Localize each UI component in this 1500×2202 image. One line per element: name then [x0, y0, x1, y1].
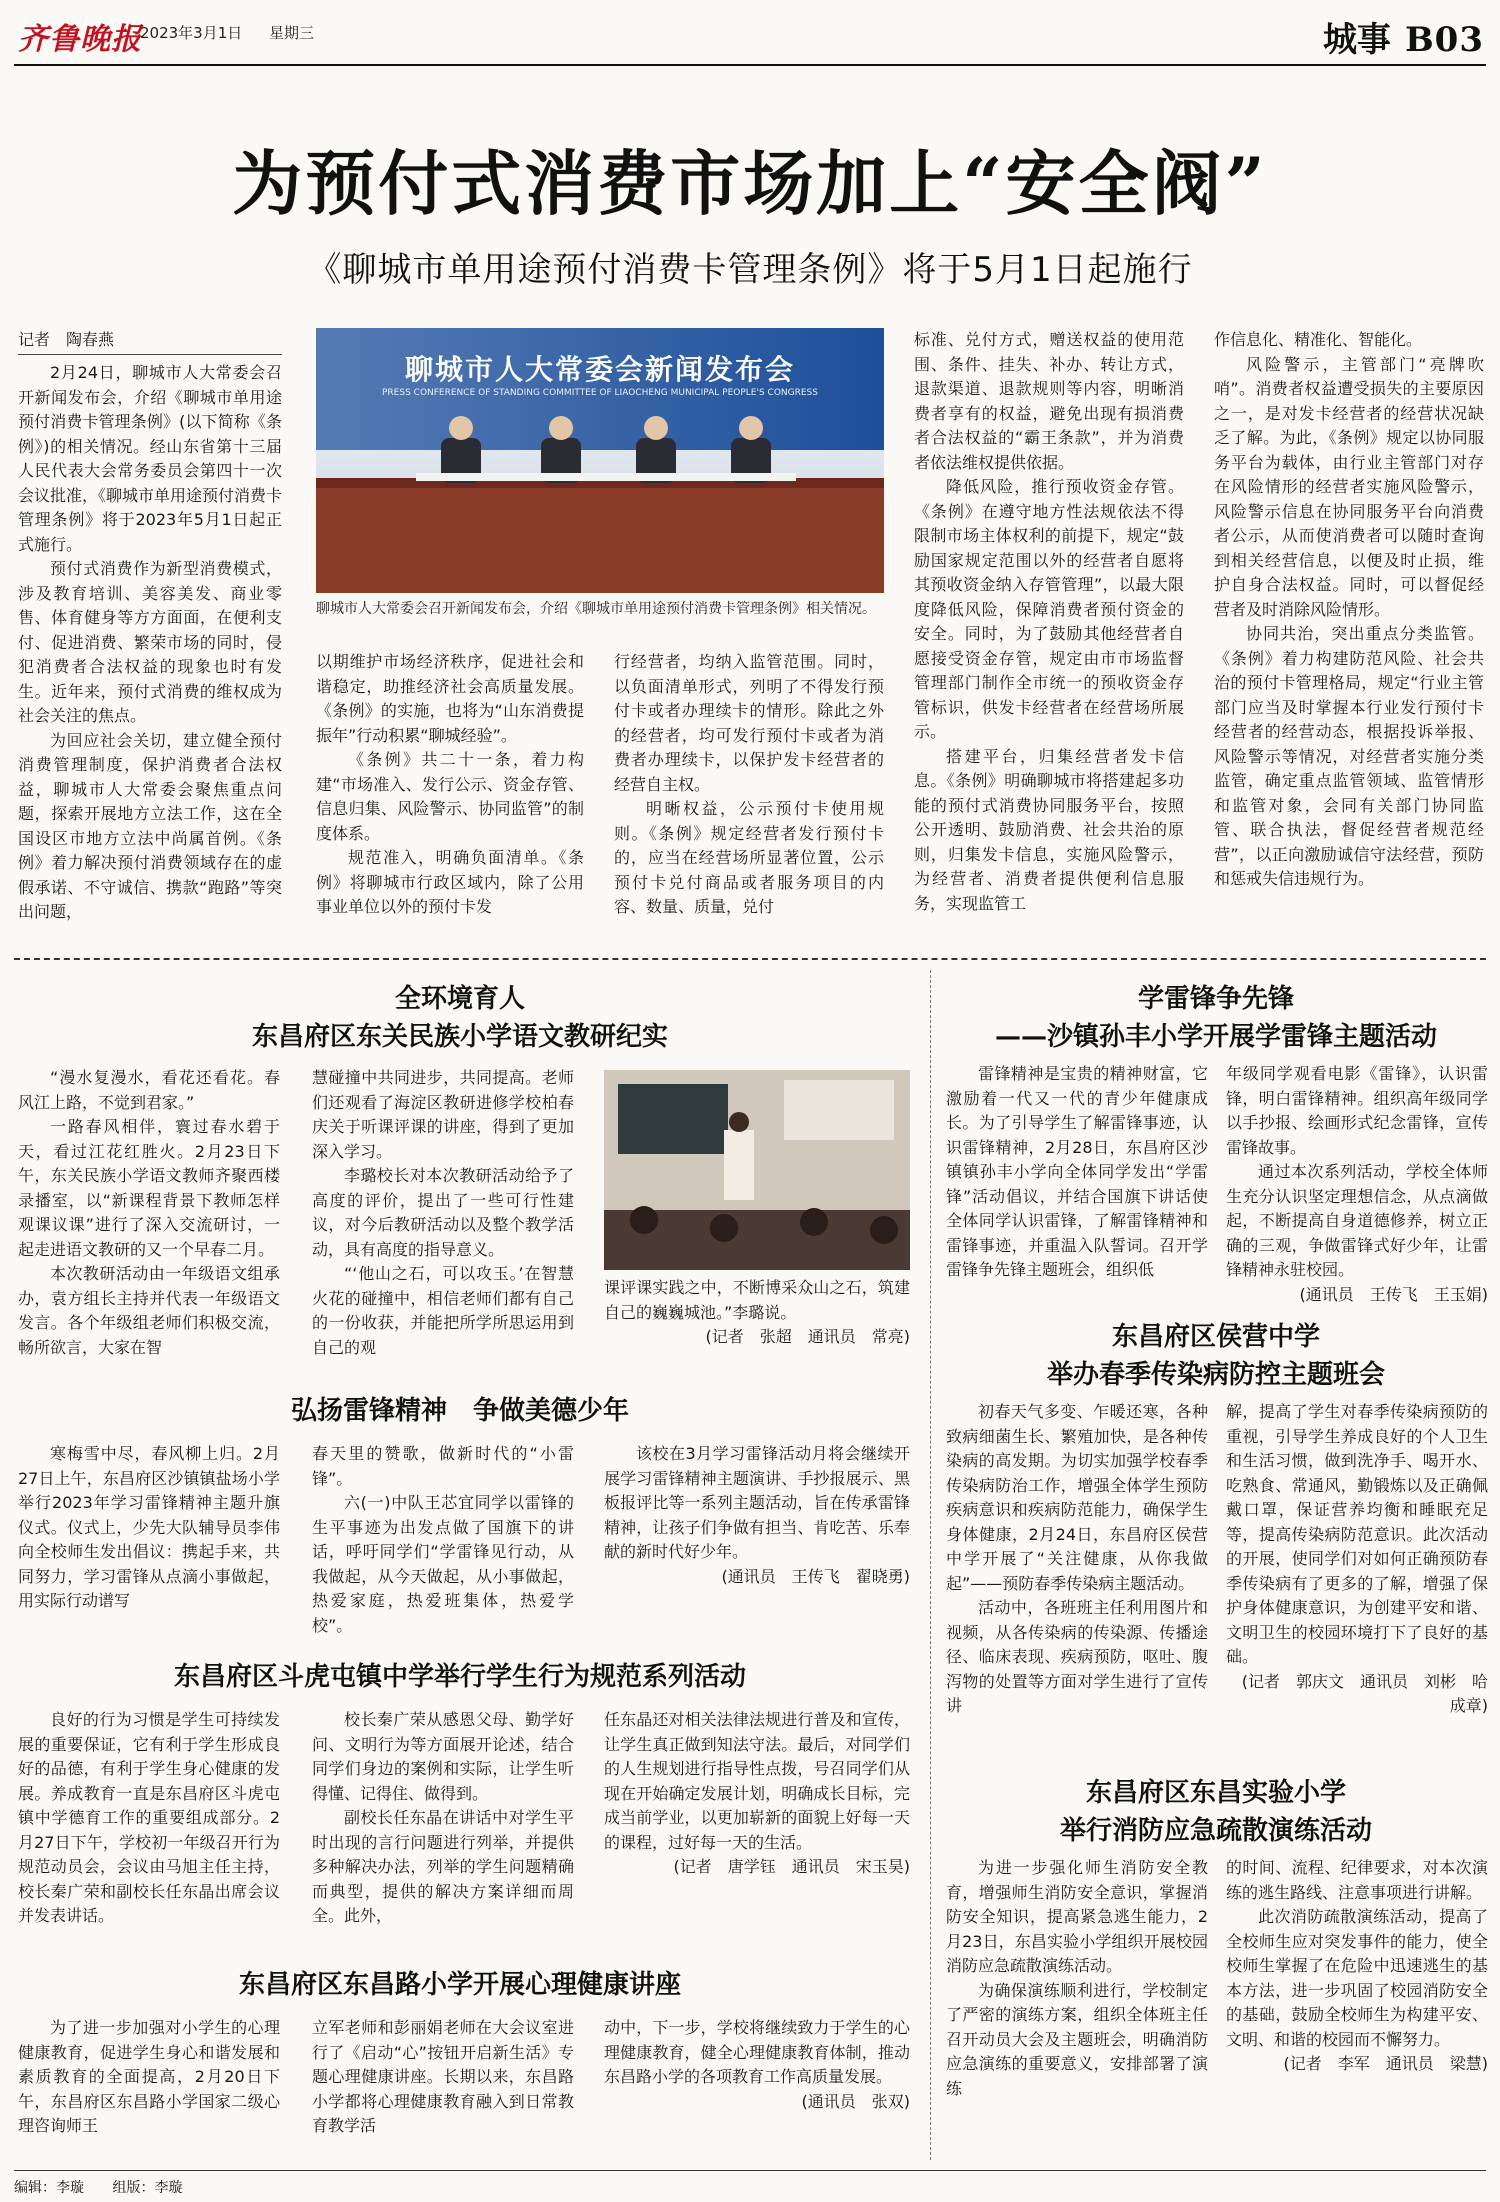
article-d-title: 东昌府区东昌路小学开展心理健康讲座 [238, 1970, 681, 2000]
article-d-column-3 [604, 2016, 910, 2164]
lead-photo-caption: 聊城市人大常委会召开新闻发布会，介绍《聊城市单用途预付消费卡管理条例》相关情况。 [316, 601, 876, 617]
lead-column-5 [1214, 328, 1484, 958]
lead-byline: 记者 陶春燕 [18, 328, 282, 355]
paragraph: 本次教研活动由一年级语文组承办，袁方组长主持并代表一年级语文发言。各个年级组老师们积极交流，畅所欲言，大家在智 [18, 1264, 280, 1357]
paragraph: 规范准入，明确负面清单。《条例》将聊城市行政区域内，除了公用事业单位以外的预付卡发 [316, 848, 584, 916]
article-title-line: 举办春季传染病防控主题班会 [1046, 1360, 1385, 1390]
article-title-line: 东昌府区侯营中学 [1111, 1322, 1320, 1352]
paragraph: 春天里的赞歌，做新时代的“小雷锋”。 [312, 1444, 574, 1488]
page-number: B03 [1404, 20, 1484, 60]
article-a-column-2 [312, 1066, 574, 1378]
article-a-column-1 [18, 1066, 280, 1378]
classroom-image [604, 1070, 910, 1270]
article-credit: (记者 张超 通讯员 常亮) [705, 1327, 910, 1346]
paragraph: 课评课实践之中，不断博采众山之石，筑建自己的巍巍城池。”李璐说。 [604, 1278, 910, 1322]
article-d-column-1 [18, 2016, 280, 2164]
paper-name-logo: 齐鲁晚报 [18, 22, 142, 57]
article-credit: (通讯员 王传飞 王玉娟) [1299, 1284, 1488, 1304]
photo-banner-title: 聊城市人大常委会新闻发布会 [404, 353, 795, 386]
paragraph: 行经营者，均纳入监管范围。同时，以负面清单形式，列明了不得发行预付卡或者办理续卡的情形。除此之外的经营者，均可发行预付卡或者为消费者办理续卡，以保护发卡经营者的经营自主权。 [614, 652, 884, 794]
page-footer [14, 2170, 1486, 2197]
paragraph: 为确保演练顺利进行，学校制定了严密的演练方案，组织全体班主任召开动员大会及主题班会，明确消防应急演练的重要意义，安排部署了演练 [946, 1980, 1208, 2098]
lead-column-2 [316, 650, 584, 958]
article-credit: (记者 李军 通讯员 梁慧) [1283, 2054, 1488, 2073]
paragraph: 良好的行为习惯是学生可持续发展的重要保证，它有利于学生形成良好的品德，有利于学生身心健康的发展。养成教育一直是东昌府区斗虎屯镇中学德育工作的重要组成部分。2月27日下午，学校初一年级召开行为规范动员会，会议由马旭主任主持，校长秦广荣和副校长任东晶出席会议并发表讲话。 [18, 1710, 280, 1925]
paragraph: 一路春风相伴，寰过春水碧于天，看过江花红胜火。2月23日下午，东关民族小学语文教师齐聚西楼录播室，以“新课程背景下教师怎样观课议课”进行了深入交流研讨，一起走进语文教研的又一个早春二月。 [18, 1117, 280, 1259]
article-e-column-2 [1226, 1062, 1488, 1310]
paragraph: 该校在3月学习雷锋活动月将会继续开展学习雷锋精神主题演讲、手抄报展示、黑板报评比等一系列主题活动，旨在传承雷锋精神，让孩子们争做有担当、肯吃苦、乐奉献的新时代好少年。 [604, 1444, 910, 1561]
paragraph: 李璐校长对本次教研活动给予了高度的评价，提出了一些可行性建议，对今后教研活动以及整个教学活动，具有高度的指导意义。 [312, 1166, 574, 1259]
lead-subhead: 《聊城市单用途预付消费卡管理条例》将于5月1日起施行 [307, 250, 1193, 290]
paragraph: “漫水复漫水，看花还看花。春风江上路，不觉到君家。” [18, 1068, 280, 1112]
paragraph: 降低风险，推行预收资金存管。《条例》在遵守地方性法规依法不得限制市场主体权利的前提下，规定“鼓励国家规定范围以外的经营者自愿将其预收资金纳入存管管理”，以最大限度降低风险，保障消费者预付资金的安全。同时，为了鼓励其他经营者自愿接受资金存管，规定由市市场监督管理部门制作全市统一的预收资金存管标识，供发卡经营者在经营场所展示。 [914, 477, 1184, 741]
paragraph: 标准、兑付方式，赠送权益的使用范围、条件、挂失、补办、转让方式，退款渠道、退款规则等内容，明晰消费者享有的权益，避免出现有损消费者合法权益的“霸王条款”，并为消费者依法维权提供依据。 [914, 330, 1184, 472]
paragraph: 明晰权益，公示预付卡使用规则。《条例》规定经营者发行预付卡的，应当在经营场所显著位置，公示预付卡兑付商品或者服务项目的内容、数量、质量，兑付 [614, 799, 884, 916]
article-f-column-2 [1226, 1400, 1488, 1772]
article-b-column-3 [604, 1442, 910, 1642]
paragraph: 以期维护市场经济秩序，促进社会和谐稳定，助推经济社会高质量发展。《条例》的实施，也将为“山东消费提振年”行动积累“聊城经验”。 [316, 652, 584, 745]
paragraph: 此次消防疏散演练活动，提高了全校师生应对突发事件的能力，使全校师生掌握了在危险中迅速逃生的基本方法，进一步巩固了校园消防安全的基础，鼓励全校师生为构建平安、文明、和谐的校园而不懈努力。 [1226, 1907, 1488, 2049]
paragraph: 协同共治，突出重点分类监管。《条例》着力构建防范风险、社会共治的预付卡管理格局，规定“行业主管部门应当及时掌握本行业发行预付卡经营者的经营动态，根据投诉举报、风险警示等情况，对经营者实施分类监管，确定重点监管领域、监管情形和监管对象，会同有关部门协同监管、联合执法，督促经营者规范经营”，以正向激励诚信守法经营，预防和惩戒失信违规行为。 [1214, 624, 1484, 888]
paragraph: “‘他山之石，可以攻玉。’在智慧火花的碰撞中，相信老师们都有自己的一份收获，并能把所学所思运用到自己的观 [312, 1264, 574, 1357]
article-a-photo [604, 1070, 910, 1270]
article-d-column-2 [312, 2016, 574, 2164]
layout-credit: 组版：李璇 [112, 2180, 183, 2196]
article-b-column-1 [18, 1442, 280, 1642]
lead-column-1 [18, 328, 282, 958]
article-title-line: 举行消防应急疏散演练活动 [1059, 1816, 1372, 1846]
paragraph: 为了进一步加强对小学生的心理健康教育，促进学生身心和谐发展和素质教育的全面提高，2月20日下午，东昌府区东昌路小学国家二级心理咨询师王 [18, 2018, 280, 2135]
paragraph: 六(一)中队王芯宜同学以雷锋的生平事迹为出发点做了国旗下的讲话，呼吁同学们“学雷锋见行动，从我做起，从今天做起，从小事做起，热爱家庭，热爱班集体，热爱学校”。 [312, 1493, 574, 1635]
section-label [1323, 12, 1484, 61]
editor-credit: 编辑：李璇 [14, 2180, 84, 2196]
article-c-column-2 [312, 1708, 574, 1952]
issue-weekday: 星期三 [269, 24, 315, 42]
paragraph: 解，提高了学生对春季传染病预防的重视，引导学生养成良好的个人卫生和生活习惯，做到洗净手、喝开水、吃熟食、常通风，勤锻炼以及正确佩戴口罩，保证营养均衡和睡眠充足等，提高传染病防范意识。此次活动的开展，使同学们对如何正确预防春季传染病有了更多的了解，增强了保护身体健康意识，为创建平安和谐、文明卫生的校园环境打下了良好的基础。 [1226, 1402, 1488, 1666]
paragraph: 为回应社会关切，建立健全预付消费管理制度，保护消费者合法权益，聊城市人大常委会聚焦重点问题，探索开展地方立法工作，这在全国设区市地方立法中尚属首例。《条例》着力解决预付消费领域存在的虚假承诺、不守诚信、携款“跑路”等突出问题， [18, 730, 282, 921]
photo-banner-subtitle: PRESS CONFERENCE OF STANDING COMMITTEE OF LIAOCHENG MUNICIPAL PEOPLE'S CONGRESS [382, 388, 818, 398]
paragraph: 慧碰撞中共同进步，共同提高。老师们还观看了海淀区教研进修学校柏春庆关于听课评课的讲座，得到了更加深入学习。 [312, 1068, 574, 1161]
paragraph: 的时间、流程、纪律要求，对本次演练的逃生路线、注意事项进行讲解。 [1226, 1858, 1488, 1902]
section-name: 城事 [1322, 20, 1391, 60]
article-f-column-1 [946, 1400, 1208, 1772]
paragraph: 《条例》共二十一条，着力构建“市场准入、发行公示、资金存管、信息归集、风险警示、协同监管”的制度体系。 [316, 750, 584, 843]
article-credit: (记者 郭庆文 通讯员 刘彬 哈成章) [1241, 1671, 1488, 1715]
article-g-column-1 [946, 1856, 1208, 2166]
article-e-column-1 [946, 1062, 1208, 1310]
article-credit: (通讯员 张双) [801, 2091, 910, 2111]
paragraph: 动中，下一步，学校将继续致力于学生的心理健康教育，健全心理健康教育体制，推动东昌路小学的各项教育工作高质量发展。 [604, 2018, 910, 2086]
article-credit: (通讯员 王传飞 翟晓勇) [721, 1566, 910, 1586]
article-title-line: ——沙镇孙丰小学开展学雷锋主题活动 [994, 1022, 1437, 1052]
paragraph: 搭建平台，归集经营者发卡信息。《条例》明确聊城市将搭建起多功能的预付式消费协同服务平台，按照公开透明、鼓励消费、社会共治的原则，归集发卡信息，实施风险警示，为经营者、消费者提供便利信息服务，实现监管工 [914, 746, 1184, 913]
article-title-line: 全环境育人 [394, 984, 525, 1014]
article-title-line: 学雷锋争先锋 [1137, 984, 1294, 1014]
issue-date: 2023年3月1日 [140, 24, 243, 42]
column-divider [930, 970, 931, 2160]
masthead-meta [140, 22, 336, 43]
article-f-title [946, 1318, 1486, 1394]
article-g-title [946, 1774, 1486, 1850]
paragraph: 寒梅雪中尽，春风柳上归。2月27日上午，东昌府区沙镇镇盐场小学举行2023年学习雷锋精神主题升旗仪式。仪式上，少先大队辅导员李伟向全校师生发出倡议：携起手来，共同努力，学习雷锋从点滴小事做起，用实际行动谱写 [18, 1444, 280, 1610]
paragraph: 活动中，各班班主任利用图片和视频，从各传染病的传染源、传播途径、临床表现、疾病预防，呕吐、腹泻物的处置等方面对学生进行了宣传讲 [946, 1598, 1208, 1715]
paragraph: 雷锋精神是宝贵的精神财富，它激励着一代又一代的青少年健康成长。为了引导学生了解雷锋事迹，认识雷锋精神，2月28日，东昌府区沙镇镇孙丰小学向全体同学发出“学雷锋”活动倡议，并结合国旗下讲话使全体同学认识雷锋，了解雷锋精神和雷锋事迹，并重温入队誓词。召开学雷锋争先锋主题班会，组织低 [946, 1064, 1208, 1279]
article-title-line: 东昌府区东关民族小学语文教研纪实 [251, 1022, 668, 1052]
article-c-title: 东昌府区斗虎屯镇中学举行学生行为规范系列活动 [173, 1662, 746, 1692]
paragraph: 通过本次系列活动，学校全体师生充分认识坚定理想信念，从点滴做起，不断提高自身道德修养，树立正确的三观，争做雷锋式好少年，让雷锋精神永驻校园。 [1226, 1162, 1488, 1279]
article-credit: (记者 唐学钰 通讯员 宋玉昊) [673, 1857, 910, 1876]
lead-headline: 为预付式消费市场加上“安全阀” [232, 142, 1268, 225]
top-rule [14, 64, 1486, 66]
paragraph: 初春天气多变、乍暖还寒，各种致病细菌生长、繁殖加快，是各种传染病的高发期。为切实加强学校春季传染病防治工作，增强全体学生预防疾病意识和疾病防范能力，确保学生身体健康，2月24日，东昌府区侯营中学开展了“关注健康，从你我做起”——预防春季传染病主题活动。 [946, 1402, 1208, 1593]
article-title-line: 东昌府区东昌实验小学 [1085, 1778, 1346, 1808]
paragraph: 预付式消费作为新型消费模式，涉及教育培训、美容美发、商业零售、体育健身等方方面面，在便利支付、促进消费、繁荣市场的同时，侵犯消费者合法权益的现象也时有发生。近年来，预付式消费的维权成为社会关注的焦点。 [18, 559, 282, 725]
paragraph: 副校长任东晶在讲话中对学生平时出现的言行问题进行列举，并提供多种解决办法，列举的学生问题精确而典型，提供的解决方案详细而周全。此外， [312, 1808, 574, 1925]
article-b-title: 弘扬雷锋精神 争做美德少年 [290, 1396, 629, 1426]
masthead [0, 0, 1500, 130]
article-c-column-1 [18, 1708, 280, 1952]
paragraph: 任东晶还对相关法律法规进行普及和宣传，让学生真正做到知法守法。最后，对同学们的人生规划进行指导性点拨，号召同学们从现在开始确定发展计划，明确成长目标，完成当前学业，以更加崭新的面貌上好每一天的课程，过好每一天的生活。 [604, 1710, 910, 1852]
article-a-column-3 [604, 1276, 910, 1378]
paragraph: 校长秦广荣从感恩父母、勤学好问、文明行为等方面展开论述，结合同学们身边的案例和实际，让学生听得懂、记得住、做得到。 [312, 1710, 574, 1803]
section-divider [14, 958, 1486, 960]
paragraph: 年级同学观看电影《雷锋》，认识雷锋，明白雷锋精神。组织高年级同学以手抄报、绘画形式纪念雷锋，宣传雷锋故事。 [1226, 1064, 1488, 1157]
article-b-column-2 [312, 1442, 574, 1642]
paragraph: 立军老师和彭丽娟老师在大会议室进行了《启动“心”按钮开启新生活》专题心理健康讲座。长期以来，东昌路小学都将心理健康教育融入到日常教育教学活 [312, 2018, 574, 2135]
paragraph: 2月24日，聊城市人大常委会召开新闻发布会，介绍《聊城市单用途预付消费卡管理条例》(以下简称《条例》)的相关情况。经山东省第十三届人民代表大会常务委员会第四十一次会议批准，《聊城市单用途预付消费卡管理条例》将于2023年5月1日起正式施行。 [18, 363, 282, 554]
article-g-column-2 [1226, 1856, 1488, 2166]
paragraph: 作信息化、精准化、智能化。 [1214, 330, 1423, 349]
lead-column-4 [914, 328, 1184, 958]
paragraph: 为进一步强化师生消防安全教育，增强师生消防安全意识，掌握消防安全知识，提高紧急逃生能力，2月23日，东昌实验小学组织开展校园消防应急疏散演练活动。 [946, 1858, 1208, 1975]
article-c-column-3 [604, 1708, 910, 1952]
article-a-title [150, 980, 770, 1056]
lead-photo [316, 328, 884, 593]
paragraph: 风险警示，主管部门“亮牌吹哨”。消费者权益遭受损失的主要原因之一，是对发卡经营者的经营状况缺乏了解。为此，《条例》规定以协同服务平台为载体，由行业主管部门对存在风险情形的经营者实施风险警示，风险警示信息在协同服务平台向消费者公示，从而使消费者可以随时查询到相关经营信息，以便及时止损，维护自身合法权益。同时，可以督促经营者及时消除风险情形。 [1214, 354, 1484, 619]
article-e-title [946, 980, 1486, 1056]
lead-column-3 [614, 650, 884, 958]
